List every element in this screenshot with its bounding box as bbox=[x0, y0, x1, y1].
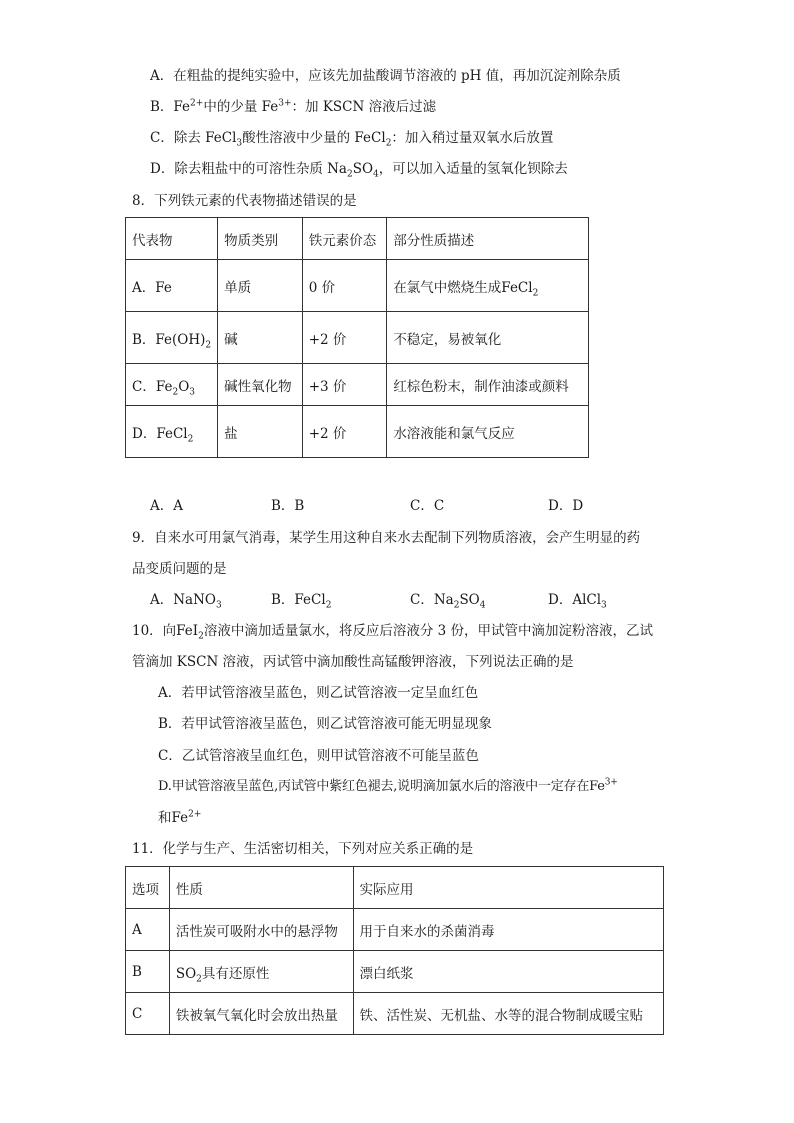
q7-option-b: B．$Fe^{2+}$中的少量 $Fe^{3+}$：加 KSCN 溶液后过滤 bbox=[150, 98, 437, 115]
table-cell: 在氯气中燃烧生成FeCl$_2$ bbox=[387, 260, 589, 312]
q11-table bbox=[125, 866, 664, 1035]
table-header-cell: 部分性质描述 bbox=[387, 218, 589, 260]
table-cell: 铁、活性炭、无机盐、水等的混合物制成暖宝贴 bbox=[353, 993, 663, 1035]
q9-option-a: A．NaNO$_3$ bbox=[150, 592, 222, 611]
table-cell: 盐 bbox=[218, 406, 303, 458]
table-cell: 活性炭可吸附水中的悬浮物 bbox=[169, 909, 353, 951]
q7-option-d: D．除去粗盐中的可溶性杂质 $Na_2SO_4$，可以加入适量的氢氧化钡除去 bbox=[150, 161, 568, 180]
table-row bbox=[126, 260, 589, 312]
table-header-cell: 实际应用 bbox=[353, 867, 663, 909]
table-cell: 用于自来水的杀菌消毒 bbox=[353, 909, 663, 951]
table-cell: 单质 bbox=[218, 260, 303, 312]
table-cell: 铁被氧气氧化时会放出热量 bbox=[169, 993, 353, 1035]
q10-option-d: D.甲试管溶液呈蓝色,丙试管中紫红色褪去,说明滴加氯水后的溶液中一定存在$Fe^{3+}$ bbox=[158, 777, 618, 794]
table-row bbox=[126, 951, 664, 993]
q10-stem-cont: 管滴加 KSCN 溶液，丙试管中滴加酸性高锰酸钾溶液，下列说法正确的是 bbox=[132, 654, 574, 670]
table-cell: D．FeCl$_2$ bbox=[126, 406, 218, 458]
q10-option-b: B．若甲试管溶液呈蓝色，则乙试管溶液可能无明显现象 bbox=[158, 716, 492, 732]
table-header-row bbox=[126, 867, 664, 909]
q9-option-b: B．FeCl$_2$ bbox=[271, 592, 332, 611]
q8-option-a: A．A bbox=[150, 498, 183, 514]
q9-stem-cont: 品变质问题的是 bbox=[132, 561, 227, 577]
q10-stem: 10．向FeI$_2$溶液中滴加适量氯水，将反应后溶液分 3 份，甲试管中滴加淀粉溶液，乙试 bbox=[132, 623, 654, 642]
table-cell: 水溶液能和氯气反应 bbox=[387, 406, 589, 458]
q7-option-c: C．除去 FeCl$_3$酸性溶液中少量的 FeCl$_2$：加入稍过量双氧水后放置 bbox=[150, 130, 554, 149]
table-cell: A．Fe bbox=[126, 260, 218, 312]
q7-option-a: A．在粗盐的提纯实验中，应该先加盐酸调节溶液的 pH 值，再加沉淀剂除杂质 bbox=[150, 68, 621, 84]
table-cell: 0 价 bbox=[302, 260, 387, 312]
q10-option-a: A．若甲试管溶液呈蓝色，则乙试管溶液一定呈血红色 bbox=[158, 685, 479, 701]
table-cell: C bbox=[126, 993, 170, 1035]
q8-option-c: C．C bbox=[410, 498, 445, 514]
q8-table bbox=[125, 217, 589, 458]
table-cell: 红棕色粉末，制作油漆或颜料 bbox=[387, 364, 589, 406]
q10-option-c: C．乙试管溶液呈血红色，则甲试管溶液不可能呈蓝色 bbox=[158, 748, 479, 764]
table-cell: +2 价 bbox=[302, 406, 387, 458]
table-header-cell: 铁元素价态 bbox=[302, 218, 387, 260]
table-cell: C．$Fe_2O_3$ bbox=[126, 364, 218, 406]
table-row bbox=[126, 406, 589, 458]
table-cell: 漂白纸浆 bbox=[353, 951, 663, 993]
q8-option-d: D．D bbox=[548, 498, 584, 514]
q8-option-b: B．B bbox=[271, 498, 305, 514]
table-cell: 不稳定，易被氧化 bbox=[387, 312, 589, 364]
q8-stem: 8．下列铁元素的代表物描述错误的是 bbox=[132, 193, 357, 209]
table-row bbox=[126, 993, 664, 1035]
table-cell: 碱性氧化物 bbox=[218, 364, 303, 406]
table-header-cell: 性质 bbox=[169, 867, 353, 909]
table-cell: B bbox=[126, 951, 170, 993]
table-cell: +2 价 bbox=[302, 312, 387, 364]
q11-stem: 11．化学与生产、生活密切相关，下列对应关系正确的是 bbox=[132, 841, 474, 857]
q9-stem: 9．自来水可用氯气消毒，某学生用这种自来水去配制下列物质溶液，会产生明显的药 bbox=[132, 530, 641, 546]
q9-option-d: D．AlCl$_3$ bbox=[548, 592, 607, 611]
table-cell: A bbox=[126, 909, 170, 951]
table-header-cell: 代表物 bbox=[126, 218, 218, 260]
table-row bbox=[126, 909, 664, 951]
q9-option-c: C．$Na_2SO_4$ bbox=[410, 592, 486, 611]
table-row bbox=[126, 312, 589, 364]
table-cell: +3 价 bbox=[302, 364, 387, 406]
table-cell: 碱 bbox=[218, 312, 303, 364]
table-header-cell: 选项 bbox=[126, 867, 170, 909]
table-header-row bbox=[126, 218, 589, 260]
table-cell: $SO_2$具有还原性 bbox=[169, 951, 353, 993]
q10-option-d-cont: 和$Fe^{2+}$ bbox=[158, 809, 202, 826]
table-header-cell: 物质类别 bbox=[218, 218, 303, 260]
table-row bbox=[126, 364, 589, 406]
table-cell: B．$Fe(OH)_2$ bbox=[126, 312, 218, 364]
